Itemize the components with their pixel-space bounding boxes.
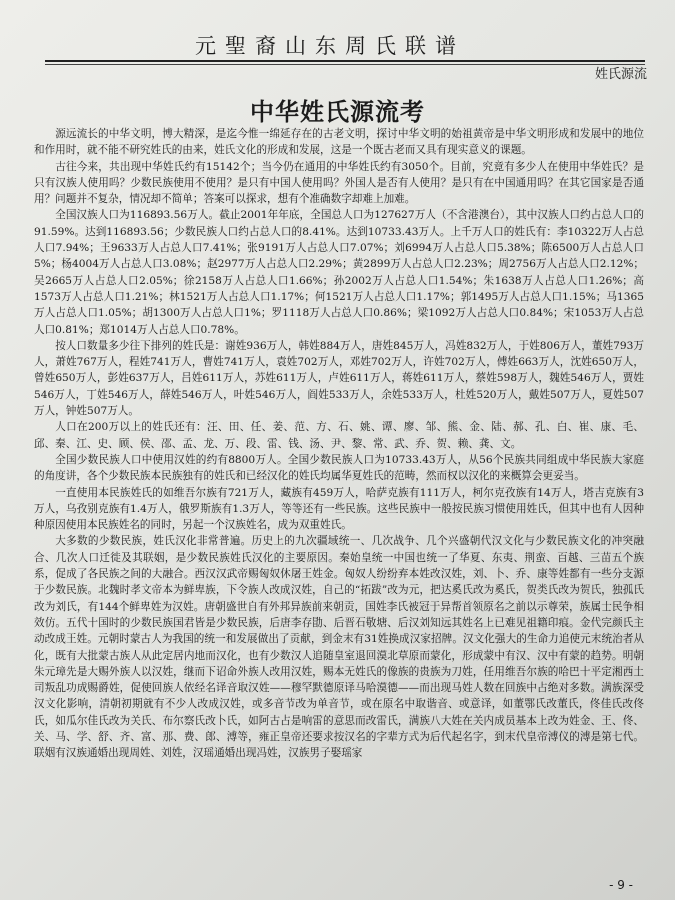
- paragraph: 源远流长的中华文明，博大精深，是迄今惟一绵延存在的古老文明，探讨中华文明的始祖黄帝是中华文明形成和发展中的地位和作用时，就不能不研究姓氏的由来，姓氏文化的形成和发展，这是一个既古老而又具有现实意义的课题。: [34, 128, 644, 157]
- paragraph: 一直使用本民族姓氏的如维吾尔族有721万人，藏族有459万人，哈萨克族有111万人，柯尔克孜族有14万人，塔吉克族有3万人，乌孜别克族有1.4万人，俄罗斯族有1.3万人，等等还有一些民族。这些民族中一般按民族习惯使用姓氏，但其中也有人因种种原因使用本民族姓名的同时，另起一个汉族姓名，成为双重姓氏。: [34, 486, 644, 532]
- paragraph: 按人口数量多少往下排列的姓氏是：谢姓936万人，韩姓884万人，唐姓845万人，冯姓832万人，于姓806万人，董姓793万人，萧姓767万人，程姓741万人，曹姓741万人，袁姓702万人，邓姓702万人，许姓702万人，傅姓663万人，沈姓650万人，曾姓650万人，彭姓637万人，吕姓611万人，苏姓611万人，卢姓611万人，蒋姓611万人，蔡姓598万人，魏姓546万人，贾姓546万人，丁姓546万人，薛姓546万人，叶姓546万人，阎姓533万人，余姓533万人，杜姓520万人，戴姓507万人，夏姓507万人，钟姓507万人。: [34, 339, 644, 418]
- journal-title: 元聖裔山东周氏联谱: [195, 34, 465, 58]
- paragraph: 全国汉族人口为116893.56万人。截止2001年年底，全国总人口为127627万人（不含港澳台），其中汉族人口约占总人口的91.59%。达到116893.56；少数民族人口约占总人口的8.41%。达到10733.43万人。上千万人口的姓氏有：李10322万人占总人口7.94%；王9633万人占总人口7.41%；张9191万人占总人口7.07%；刘6994万人占总人口5.38%；陈6500万人占总人口5%；杨4004万人占总人口3.08%；赵2977万人占总人口2.29%；黄2899万人占总人口2.23%；周2756万人占总人口2.12%；吴2665万人占总人口2.05%；徐2158万人占总人口1.66%；孙2002万人占总人口1.54%；朱1638万人占总人口1.26%；高1573万人占总人口1.21%；林1521万人占总人口1.17%；何1521万人占总人口1.17%；郭1495万人占总人口1.15%；马1365万人占总人口1.05%；胡1300万人占总人口1%；罗1118万人占总人口0.86%；梁1092万人占总人口0.84%；宋1053万人占总人口0.81%；郑1014万人占总人口0.78%。: [34, 209, 644, 336]
- section-label: 姓氏源流: [594, 67, 647, 82]
- paragraph: 人口在200万以上的姓氏还有：汪、田、任、姜、范、方、石、姚、谭、廖、邹、熊、金、陆、郝、孔、白、崔、康、毛、邱、秦、江、史、顾、侯、邵、孟、龙、万、段、雷、钱、汤、尹、黎、常、武、乔、贺、赖、龚、文。: [34, 421, 644, 450]
- page-number: - 9 -: [609, 878, 633, 892]
- article-body: [34, 126, 644, 762]
- paragraph: 大多数的少数民族，姓氏汉化非常普遍。历史上的九次疆域统一、几次战争、几个兴盛朝代汉文化与少数民族文化的冲突融合、几次人口迁徙及其联姻，是少数民族姓氏汉化的主要原因。秦始皇统一中国也统一了华夏、东夷、荆蛮、百越、三苗五个族系，促成了各民族之间的大融合。西汉汉武帝赐匈奴休屠王姓金。匈奴人纷纷弃本姓改汉姓，刘、卜、乔、康等姓都有一些分支源于少数民族。北魏时孝文帝本为鲜卑族，下令族人改成汉姓，自己的“拓跋”改为元，把达奚氏改为奚氏，贺类氏改为贺氏，独孤氏改为刘氏，有144个鲜卑姓为汉姓。唐朝盛世自有外邦异族前来朝贡，国姓李氏被冠于异帮首领原名之前以示尊荣，族属士民争相效仿。五代十国时的少数民族国君皆是少数民族，后唐李存勖、后晋石敬塘、后汉刘知远其姓名上已难见祖籍印痕。金代完颜氏主动改成王姓。元朝时蒙古人为我国的统一和发展做出了贡献，到金末有31姓换成汉家招牌。汉文化强大的生命力追使元末统治者从化，既有大批蒙古族人从此定居内地而汉化，也有少数汉人追随皇室退回漠北草原而蒙化，形成蒙中有汉、汉中有蒙的趋势。明朝朱元璋先是大赐外族人以汉姓，继而下诏命外族人改用汉姓，赐本无姓氏的像族的贵族为刀姓，任用维吾尔族的哈巴十平定湘西土司叛乱功成赐爵姓，促使回族人依经名译音取汉姓——穆罕默德原译马哈漠德——而出现马姓人数在回族中占绝对多数。满族深受汉文化影响，清朝初期就有不少人改成汉姓，或多音节改为单音节，或在原名中取谐音、或意译，如董鄂氏改董氏，佟佳氏改佟氏，如瓜尔佳氏改为关氏、布尔察氏改卜氏，如阿古占是响雷的意思而改雷氏，满族八大姓在关内成员基本上改为姓金、王、佟、关、马、学、舒、齐、富、那、费、郎、溥等，雍正皇帝还要求按汉名的字辈方式为后代起名字，到末代皇帝溥仪的溥是第七代。联姻有汉族通婚出现周姓、刘姓，汉瑶通婚出现冯姓，汉族男子娶瑶家: [34, 535, 644, 760]
- paragraph: 全国少数民族人口中使用汉姓的约有8800万人。全国少数民族人口为10733.43万人，从56个民族共同组成中华民族大家庭的角度讲，各个少数民族本民族独有的姓氏和已经汉化的姓氏均属华夏姓氏的范畴，然而权以汉化的来概算会更妥当。: [34, 453, 644, 483]
- paragraph: 古往今来，共出现中华姓氏约有15142个；当今仍在通用的中华姓氏约有3050个。目前，究竟有多少人在使用中华姓氏？是只有汉族人使用吗？少数民族使用不使用？是只有中国人使用吗？外国人是否有人使用？是只有在中国通用吗？在其它国家是否通用？问题并不复杂，情况却不简单；答案可以探求，想有个准确数字却难上加难。: [34, 160, 644, 206]
- header-rule-thin: [45, 64, 645, 65]
- header-rule: [45, 60, 645, 62]
- article-title: 中华姓氏源流考: [250, 98, 425, 126]
